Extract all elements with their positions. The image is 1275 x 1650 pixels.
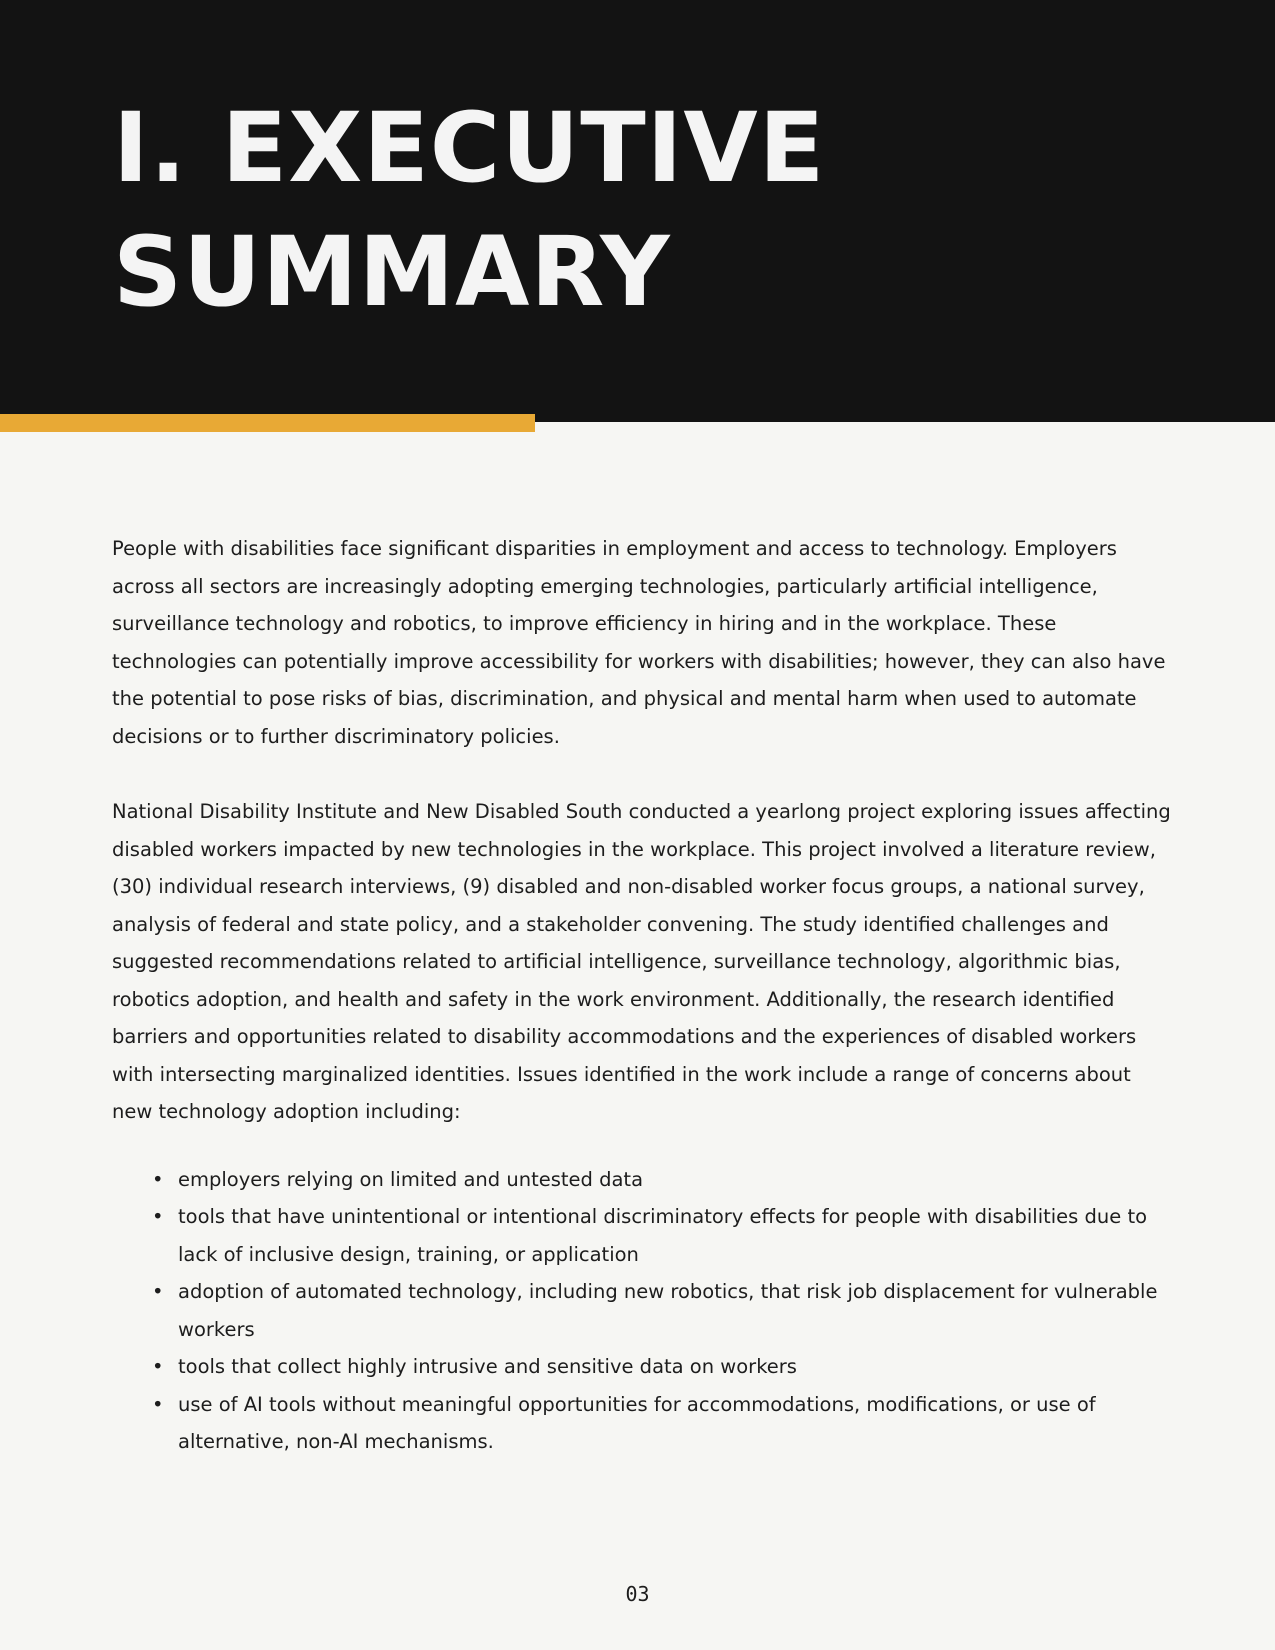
bullet-icon: • — [152, 1280, 164, 1303]
header-band — [0, 0, 1275, 422]
bullet-icon: • — [152, 1205, 164, 1228]
list-item — [112, 1273, 1172, 1348]
page-title — [113, 86, 825, 334]
page-title-line-2: SUMMARY — [113, 216, 671, 328]
bullet-icon: • — [152, 1167, 164, 1191]
list-item-text: tools that have unintentional or intentional discriminatory effects for people with disabilities due to lack of inclusive design, training, or application — [178, 1205, 1148, 1266]
list-item-text: use of AI tools without meaningful opportunities for accommodations, modifications, or use of alternative, non-AI mechanisms. — [178, 1392, 1096, 1453]
bullet-icon: • — [152, 1392, 164, 1416]
list-item-text: adoption of automated technology, including new robotics, that risk job displacement for vulnerable workers — [178, 1280, 1158, 1341]
page-number: 03 — [625, 1582, 650, 1606]
project-paragraph: National Disability Institute and New Disabled South conducted a yearlong project exploring issues affecting disabled workers impacted by new technologies in the workplace. This project involved a literature review, (30) individual research interviews, (9) disabled and non-disabled worker focus groups, a national survey, analysis of federal and state policy, and a stakeholder convening. The study identified challenges and suggested recommendations related to artificial intelligence, surveillance technology, algorithmic bias, robotics adoption, and health and safety in the work environment. Additionally, the research identified barriers and opportunities related to disability accommodations and the experiences of disabled workers with intersecting marginalized identities. Issues identified in the work include a range of concerns about new technology adoption including: — [112, 800, 1171, 1123]
intro-paragraph: People with disabilities face significant disparities in employment and access to technology. Employers across all sectors are increasingly adopting emerging technologies, particularly artificial intelligence, surveillance technology and robotics, to improve efficiency in hiring and in the workplace. These technologies can potentially improve accessibility for workers with disabilities; however, they can also have the potential to pose risks of bias, discrimination, and physical and mental harm when used to automate decisions or to further discriminatory policies. — [112, 537, 1166, 748]
bullet-icon: • — [152, 1355, 164, 1378]
list-item — [112, 1348, 1172, 1386]
page-title-line-1: I. EXECUTIVE — [113, 92, 826, 204]
list-item — [112, 1386, 1172, 1461]
concerns-list — [112, 1161, 1172, 1461]
list-item — [112, 1198, 1172, 1273]
accent-bar — [0, 414, 535, 432]
list-item — [112, 1161, 1172, 1199]
list-item-text: tools that collect highly intrusive and sensitive data on workers — [178, 1355, 797, 1378]
body-content — [112, 530, 1172, 1461]
list-item-text: employers relying on limited and untested data — [178, 1167, 644, 1191]
